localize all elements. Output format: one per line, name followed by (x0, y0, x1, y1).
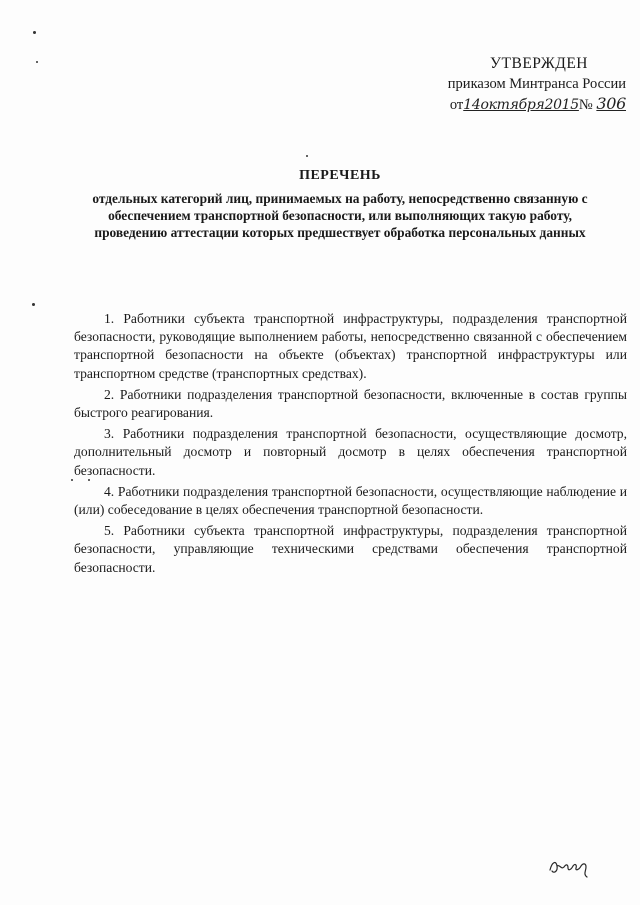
approval-heading: УТВЕРЖДЕН (490, 55, 588, 72)
scan-speck (33, 31, 36, 34)
approval-order: приказом Минтранса России (447, 76, 626, 92)
categories-list (74, 310, 627, 580)
list-item: 2. Работники подразделения транспортной безопасности, включенные в состав группы быстрого реагирования. (74, 386, 627, 421)
list-item: 5. Работники субъекта транспортной инфраструктуры, подразделения транспортной безопасности, управляющие техническими средствами обеспечения транспортной безопасности. (74, 523, 627, 575)
document-subtitle: отдельных категорий лиц, принимаемых на работу, непосредственно связанную с обеспечением транспортной безопасности, или выполняющих такую работу, проведению аттестации которых предшествует обработка персональных данных (92, 191, 588, 240)
signature-mark (546, 852, 596, 880)
number-sign: № (578, 97, 593, 113)
title-block (60, 168, 620, 241)
approval-date-line (406, 94, 626, 115)
list-item: 3. Работники подразделения транспортной безопасности, осуществляющие досмотр, дополнительный досмотр и повторный досмотр в целях обеспечения транспортной безопасности. (74, 426, 627, 478)
scan-speck (306, 155, 308, 157)
list-item: 1. Работники субъекта транспортной инфраструктуры, подразделения транспортной безопасности, руководящие выполнением работы, непосредственно связанной с обеспечением транспортной безопасности на объекте (объектах) транспортной инфраструктуры или транспортном средстве (транспортных средствах). (74, 311, 627, 381)
handwritten-number: 306 (596, 94, 626, 113)
date-prefix: от (449, 97, 464, 113)
scan-speck (36, 61, 38, 63)
document-title: ПЕРЕЧЕНЬ (299, 168, 381, 183)
scan-speck (32, 303, 35, 306)
approval-block (406, 54, 626, 115)
list-item: 4. Работники подразделения транспортной безопасности, осуществляющие наблюдение и (или) собеседование в целях обеспечения транспортной безопасности. (74, 483, 627, 518)
handwritten-date: 14октября2015 (463, 97, 579, 113)
scan-speck (71, 479, 73, 481)
